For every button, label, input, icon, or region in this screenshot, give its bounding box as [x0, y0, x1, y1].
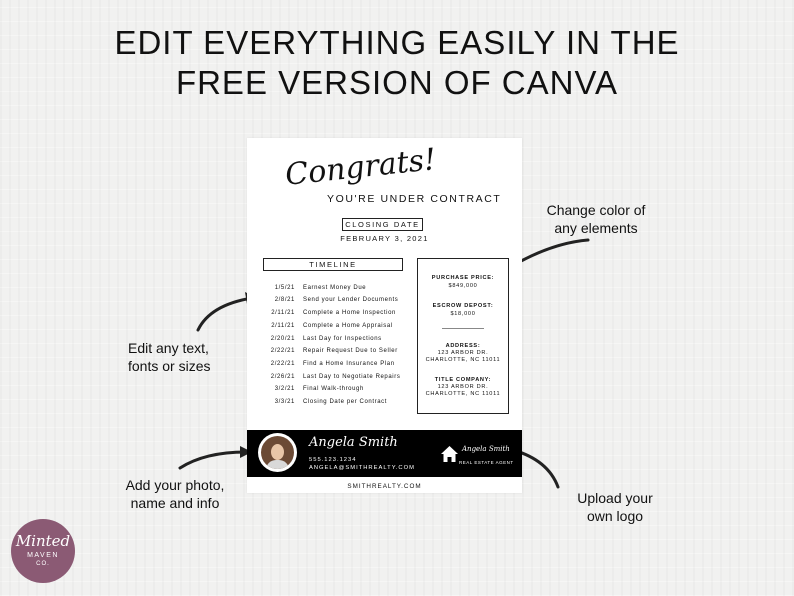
congrats-script-title: Congrats! — [283, 142, 438, 193]
logo-line-3: CO. — [36, 561, 50, 567]
annotation-line: name and info — [130, 495, 220, 511]
headline-line-1: EDIT EVERYTHING EASILY IN THE — [114, 24, 680, 61]
purchase-price-label: PURCHASE PRICE: — [431, 275, 495, 281]
arrow-text-icon — [198, 298, 252, 330]
timeline-row — [261, 348, 398, 354]
timeline-row — [261, 361, 395, 367]
arrow-color-icon — [512, 240, 588, 266]
logo-line-2: MAVEN — [27, 552, 59, 559]
agent-face — [271, 444, 284, 460]
timeline-event: Earnest Money Due — [303, 285, 367, 291]
timeline-date: 2/11/21 — [271, 323, 295, 329]
annotation-line: fonts or sizes — [128, 358, 211, 374]
timeline-row — [261, 297, 398, 303]
annotation-line: any elements — [554, 220, 638, 236]
closing-date-value: FEBRUARY 3, 2021 — [340, 234, 429, 243]
timeline-date: 3/2/21 — [274, 386, 295, 392]
timeline-event: Final Walk-through — [303, 386, 364, 392]
annotation-line: Change color of — [546, 202, 646, 218]
website-url: SMITHREALTY.COM — [347, 483, 422, 490]
timeline-row — [261, 399, 387, 405]
agent-name: Angela Smith — [309, 435, 398, 450]
timeline-row — [261, 386, 364, 392]
timeline-date: 2/22/21 — [270, 348, 295, 354]
timeline-row — [261, 374, 400, 380]
title-company-label: TITLE COMPANY: — [434, 377, 492, 383]
timeline-row — [261, 310, 396, 316]
timeline-date: 2/8/21 — [274, 297, 295, 303]
timeline-row — [261, 336, 382, 342]
timeline-date: 3/3/21 — [274, 399, 295, 405]
agent-photo[interactable] — [258, 433, 297, 472]
under-contract-subtitle: YOU'RE UNDER CONTRACT — [327, 193, 502, 205]
agent-footer — [247, 430, 522, 477]
timeline-date: 2/26/21 — [270, 374, 295, 380]
house-logo-icon — [441, 446, 458, 462]
annotation-line: Add your photo, — [125, 477, 225, 493]
title-company-line-1: 123 ARBOR DR. — [437, 384, 489, 390]
escrow-deposit-value: $18,000 — [450, 311, 476, 317]
flyer-document[interactable] — [247, 138, 522, 493]
timeline-event: Find a Home Insurance Plan — [303, 361, 395, 367]
timeline-label: TIMELINE — [263, 258, 403, 271]
timeline-event: Complete a Home Inspection — [303, 310, 396, 316]
timeline-date: 2/11/21 — [271, 310, 295, 316]
address-line-1: 123 ARBOR DR. — [437, 350, 489, 356]
realty-logo-role: REAL ESTATE AGENT — [459, 460, 514, 465]
annotation-line: Edit any text, — [128, 340, 209, 356]
minted-maven-logo — [11, 519, 75, 583]
closing-date-label: CLOSING DATE — [342, 218, 423, 231]
timeline-date: 2/20/21 — [270, 336, 295, 342]
annotation-line: own logo — [586, 508, 644, 524]
annotation-line: Upload your — [577, 490, 653, 506]
timeline-date: 1/5/21 — [274, 285, 295, 291]
agent-email: ANGELA@SMITHREALTY.COM — [309, 465, 415, 471]
purchase-price-value: $849,000 — [448, 283, 478, 289]
address-label: ADDRESS: — [445, 343, 481, 349]
deal-info-box — [417, 258, 509, 414]
timeline-event: Send your Lender Documents — [303, 297, 399, 303]
agent-phone: 555.123.1234 — [309, 457, 357, 463]
timeline-event: Last Day to Negotiate Repairs — [303, 374, 401, 380]
divider — [442, 328, 484, 329]
title-company-line-2: CHARLOTTE, NC 11011 — [425, 391, 501, 397]
timeline-event: Closing Date per Contract — [303, 399, 388, 405]
timeline-event: Last Day for Inspections — [303, 336, 382, 342]
timeline-event: Repair Request Due to Seller — [303, 348, 398, 354]
timeline-row — [261, 285, 366, 291]
logo-line-1: Minted — [15, 532, 71, 550]
headline-line-2: FREE VERSION OF CANVA — [175, 64, 619, 101]
escrow-deposit-label: ESCROW DEPOST: — [432, 303, 494, 309]
timeline-row — [261, 323, 393, 329]
timeline-event: Complete a Home Appraisal — [303, 323, 393, 329]
realty-logo-name: Angela Smith — [462, 445, 510, 453]
timeline-date: 2/22/21 — [270, 361, 295, 367]
address-line-2: CHARLOTTE, NC 11011 — [425, 357, 501, 363]
agent-shirt — [266, 460, 289, 469]
arrow-photo-icon — [180, 452, 246, 468]
